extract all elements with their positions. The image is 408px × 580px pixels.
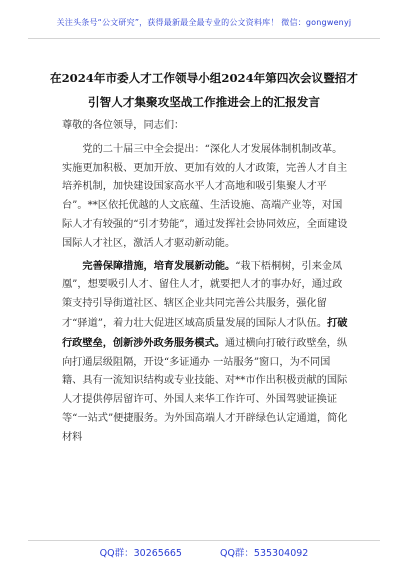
document-title: [40, 66, 368, 114]
header-divider: [28, 38, 380, 39]
body-paragraph-1: 党的二十届三中全会提出：“深化人才发展体制机制改革。实施更加积极、更加开放、更加有效的人才政策，完善人才自主培养机制，加快建设国家高水平人才高地和吸引集聚人才平台”。**区依托优越的人文底蕴、生活设施、高端产业等，对国际人才有较强的“引才势能”，通过发挥社会协同效应，全面建设国际人才社区，激活人才驱动新动能。: [62, 143, 348, 249]
footer-qq-group-1: QQ群：30265665: [99, 548, 182, 559]
document-title-line-2: 引智人才集聚攻坚战工作推进会上的汇报发言: [88, 95, 320, 109]
paragraph-heading-1: 完善保障措施，培育发展新动能。: [82, 259, 236, 272]
footer-divider: [28, 540, 380, 541]
paragraph-heading-2: 打破行政壁垒，创新涉外政务服务模式。: [62, 316, 348, 349]
document-body: [62, 117, 350, 448]
paragraph-text-2: 通过横向打破行政壁垒，纵向打通层级阻隔，开设“多证通办 一站服务”窗口，为不同国籍、具有一流知识结构或专业技能、对**市作出积极贡献的国际人才提供停居留许可、外国人来华工作许可、外国驾驶证换证等“一站式”便捷服务。为外国高端人才开辟绿色认定通道，简化材料: [62, 337, 348, 443]
footer-qq-group-2: QQ群：535304092: [219, 548, 309, 559]
document-title-line-1: 在2024年市委人才工作领导小组2024年第四次会议暨招才: [49, 71, 358, 85]
salutation: 尊敬的各位领导，同志们：: [62, 120, 185, 131]
body-paragraph-2: [62, 257, 350, 448]
header-promo-note: 关注头条号“公文研究”，获得最新最全最专业的公文资料库！ 微信：gongwenyj: [56, 18, 352, 27]
footer-contacts: [0, 545, 408, 559]
paragraph-text-1: “栽下梧桐树，引来金凤凰”，想要吸引人才、留住人才，就要把人才的事办好，通过政策支持引导街道社区、辖区企业共同完善公共服务，强化留才“驿道”，着力壮大促进区域高质量发展的国际人才队伍。: [62, 260, 343, 329]
